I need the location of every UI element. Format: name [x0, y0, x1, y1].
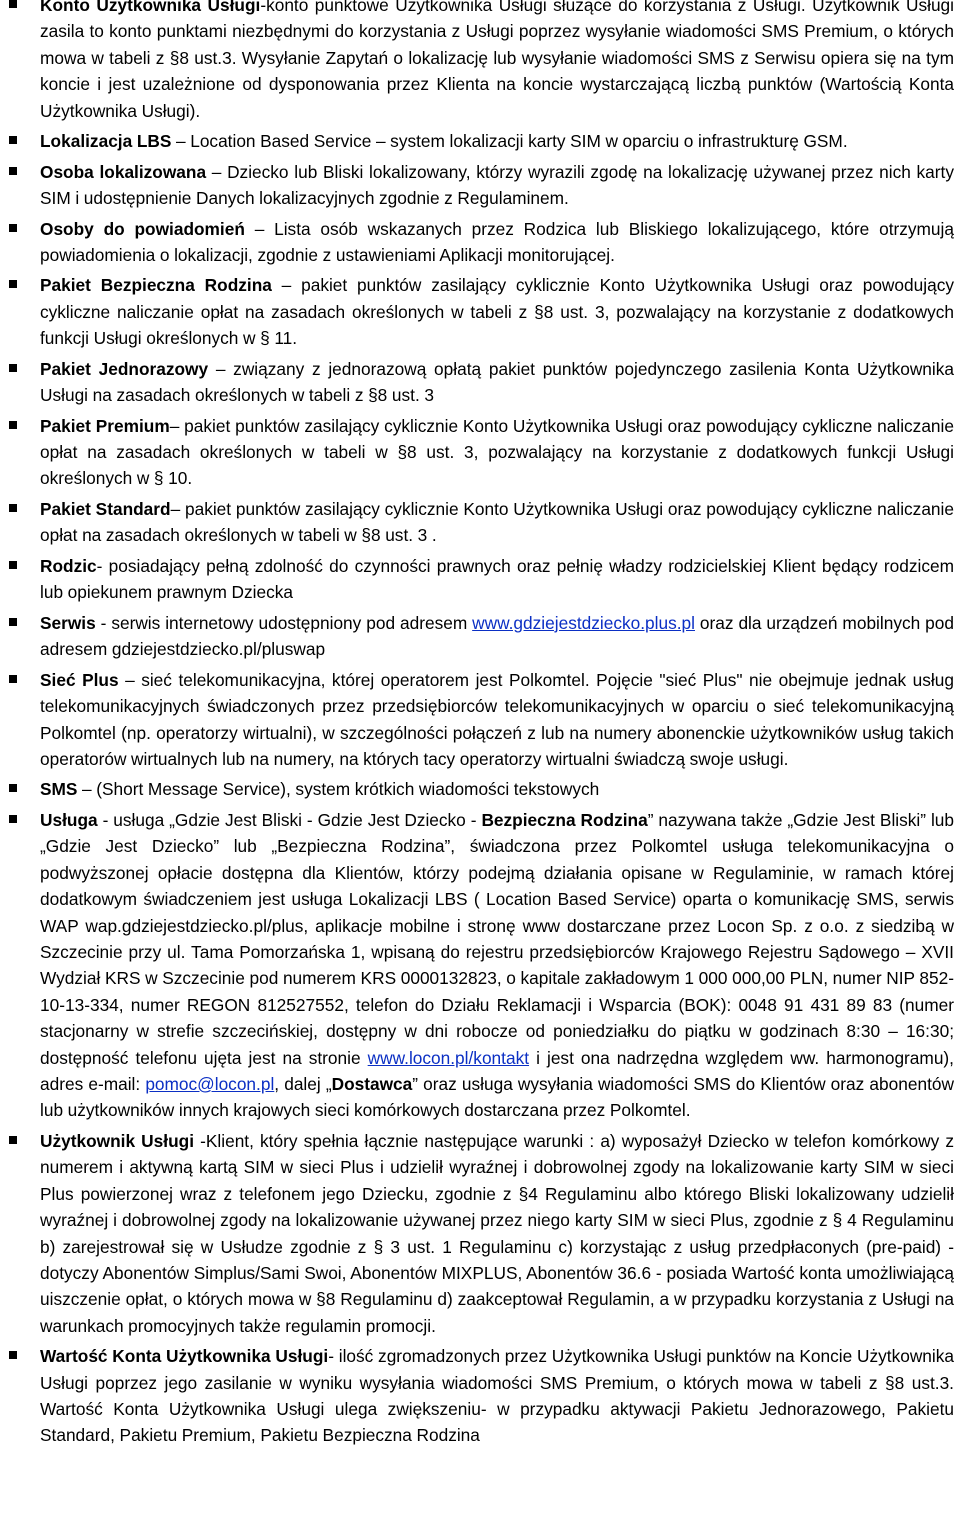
bold-phrase: Dostawca [331, 1073, 413, 1094]
definition-text: – pakiet punktów zasilający cyklicznie Konto Użytkownika Usługi oraz powodujący cykliczne naliczanie opłat na zasadach określonych w tabeli z §8 ust. 3, pozwalający na korzystanie z dodatkowych funkcji Usługi określonych w § 11. [40, 275, 954, 349]
definition-text: , dalej „ [274, 1073, 332, 1094]
definitions-list [8, 0, 954, 1449]
definition-pakiet-standard [8, 496, 954, 549]
definition-term: SMS [40, 779, 78, 800]
definition-text: - usługa „Gdzie Jest Bliski - Gdzie Jest Dziecko - [97, 809, 482, 830]
definition-term: Rodzic [40, 555, 97, 576]
square-bullet-icon [9, 421, 17, 429]
square-bullet-icon [9, 815, 17, 823]
definition-text: ” nazywana także „Gdzie Jest Bliski” lub „Gdzie Jest Dziecko” lub „Bezpieczna Rodzina”, świadczona przez Polkomtel usługa telekomunikacyjna o podwyższonej opłacie dostępna dla Klientów, którzy podejmą działania opisane w Regulaminie, w ramach której dodatkowym świadczeniem jest usługa Lokalizacji LBS ( Location Based Service) oparta o komunikację SMS, serwis WAP wap.gdziejestdziecko.pl/plus, aplikacje mobilne i stronę www dostarczane przez Locon Sp. z o.o. z siedzibą w Szczecinie przy ul. Tama Pomorzańska 1, wpisaną do rejestru przedsiębiorców Krajowego Rejestru Sądowego – XVII Wydział KRS w Szczecinie pod numerem KRS 0000132823, o kapitale zakładowym 1 000 000,00 PLN, numer NIP 852-10-13-334, numer REGON 812527552, telefon do Działu Reklamacji i Wsparcia (BOK): 0048 91 431 89 83 (numer stacjonarny w strefie szczecińskiej, dostępny w dni robocze od poniedziałku do piątku w godzinach 8:30 – 16:30; dostępność telefonu ujęta jest na stronie [40, 809, 955, 1068]
square-bullet-icon [9, 1351, 17, 1359]
definition-term: Serwis [40, 612, 96, 633]
definition-text: - ilość zgromadzonych przez Użytkownika Usługi punktów na Koncie Użytkownika Usługi poprzez jego zasilanie w wyniku wysyłania wiadomości SMS Premium, o których mowa w tabeli z §8 ust.3. Wartość Konta Użytkownika Usługi ulega zwiększeniu- w przypadku aktywacji Pakietu Jednorazowego, Pakietu Standard, Pakietu Premium, Pakietu Bezpieczna Rodzina [40, 1346, 954, 1446]
definition-usluga [8, 807, 954, 1124]
definition-text: -konto punktowe Użytkownika Usługi służące do korzystania z Usługi. Użytkownik Usługi zasila to konto punktami niezbędnymi do korzystania z Usługi poprzez wysyłanie wiadomości SMS Premium, o których mowa w tabeli z §8 ust.3. Wysyłanie Zapytań o lokalizację lub wysyłanie wiadomości SMS z Serwisu opiera się na tym koncie i jest uzależnione od dysponowania przez Klienta na koncie wystarczającą liczbą punktów (Wartością Konta Użytkownika Usługi). [40, 0, 955, 121]
definition-sms [8, 776, 954, 802]
square-bullet-icon [9, 1136, 17, 1144]
square-bullet-icon [9, 784, 17, 792]
definition-siec-plus [8, 667, 954, 773]
square-bullet-icon [9, 0, 17, 8]
square-bullet-icon [9, 561, 17, 569]
definition-term: Pakiet Jednorazowy [40, 358, 209, 379]
definition-term: Osoby do powiadomień [40, 218, 245, 239]
definition-konto-uzytkownika-uslugi [8, 0, 954, 124]
definition-text: ” oraz usługa wysyłania wiadomości SMS do Klientów oraz abonentów lub użytkowników innych krajowych sieci komórkowych dostarczana przez Polkomtel. [40, 1073, 954, 1121]
bold-phrase: Bezpieczna Rodzina [481, 809, 648, 830]
definition-term: Sieć Plus [40, 669, 119, 690]
definition-text: – Location Based Service – system lokalizacji karty SIM w oparciu o infrastrukturę GSM. [171, 131, 848, 152]
square-bullet-icon [9, 224, 17, 232]
definition-text: – sieć telekomunikacyjna, której operatorem jest Polkomtel. Pojęcie "sieć Plus" nie obejmuje jednak usług telekomunikacyjnych świadczonych przez przedsiębiorców telekomunikacyjnych w oparciu o sieć telekomunikacyjną Polkomtel (np. operatorzy wirtualni), w szczególności połączeń z lub na numery abonenckie użytkowników usług takich operatorów wirtualnych lub na numery, na których tacy operatorzy wirtualni świadczą swoje usługi. [40, 669, 954, 769]
locon-contact-link[interactable]: www.locon.pl/kontakt [367, 1047, 530, 1068]
definition-lokalizacja-lbs [8, 128, 954, 154]
definition-text: i jest ona nadrzędna względem ww. harmonogramu), adres e-mail: [40, 1047, 954, 1094]
definition-uzytkownik-uslugi [8, 1128, 954, 1339]
definition-osoby-do-powiadomien [8, 216, 954, 269]
square-bullet-icon [9, 280, 17, 288]
definition-text: – Dziecko lub Bliski lokalizowany, którzy wyrazili zgodę na lokalizację używanej przez nich karty SIM i udostępnienie Danych lokalizacyjnych zgodnie z Regulaminem. [40, 161, 954, 209]
square-bullet-icon [9, 136, 17, 144]
serwis-url-link[interactable]: www.gdziejestdziecko.plus.pl [472, 612, 695, 633]
definition-osoba-lokalizowana [8, 159, 954, 212]
square-bullet-icon [9, 675, 17, 683]
definition-term: Lokalizacja LBS [40, 131, 172, 152]
square-bullet-icon [9, 167, 17, 175]
square-bullet-icon [9, 618, 17, 626]
definition-text: – pakiet punktów zasilający cyklicznie Konto Użytkownika Usługi oraz powodujący cykliczne naliczanie opłat na zasadach określonych w tabeli w §8 ust. 3 . [40, 498, 954, 546]
definition-text: - serwis internetowy udostępniony pod adresem [95, 612, 473, 633]
definition-text: oraz dla urządzeń mobilnych pod adresem gdziejestdziecko.pl/pluswap [40, 612, 954, 660]
definition-text: – pakiet punktów zasilający cyklicznie Konto Użytkownika Usługi oraz powodujący cykliczne naliczanie opłat na zasadach określonych w tabeli w §8 ust. 3, pozwalający na korzystanie z dodatkowych funkcji Usługi określonych w § 10. [40, 415, 954, 489]
definition-term: Osoba lokalizowana [40, 161, 207, 182]
definition-term: Usługa [40, 809, 98, 830]
definition-text: – (Short Message Service), system krótkich wiadomości tekstowych [77, 779, 600, 800]
square-bullet-icon [9, 504, 17, 512]
definition-term: Pakiet Standard [40, 498, 171, 519]
square-bullet-icon [9, 364, 17, 372]
definition-term: Pakiet Bezpieczna Rodzina [40, 275, 272, 296]
definition-term: Pakiet Premium [40, 415, 170, 436]
email-link[interactable]: pomoc@locon.pl [145, 1073, 275, 1094]
definition-pakiet-premium [8, 413, 954, 492]
definition-term: Użytkownik Usługi [40, 1130, 194, 1151]
definition-text: -Klient, który spełnia łącznie następujące warunki : a) wyposażył Dziecko w telefon komórkowy z numerem i aktywną kartą SIM w sieci Plus i udzielił wyraźnej i dobrowolnej zgody na lokalizowanie karty SIM w sieci Plus powierzonej wraz z telefonem jego Dziecku, zgodnie z §4 Regulaminu albo którego Bliski lokalizowany udzielił wyraźnej i dobrowolnej zgody na lokalizowanie używanej przez niego karty SIM w sieci Plus, zgodnie z § 4 Regulaminu b) zarejestrował się w Usłudze zgodnie z § 3 ust. 1 Regulaminu c) korzystając z usług przedpłaconych (pre-paid) -dotyczy Abonentów Simplus/Sami Swoi, Abonentów MIXPLUS, Abonentów 36.6 - posiada Wartość konta umożliwiającą uiszczenie opłat, o których mowa w §8 Regulaminu d) zaakceptował Regulamin, a w przypadku korzystania z Usługi na warunkach promocyjnych także regulamin promocji. [40, 1130, 954, 1336]
definition-wartosc-konta [8, 1343, 954, 1449]
definition-term: Wartość Konta Użytkownika Usługi [40, 1346, 329, 1367]
definition-pakiet-bezpieczna-rodzina [8, 272, 954, 351]
definition-text: - posiadający pełną zdolność do czynności prawnych oraz pełnię władzy rodzicielskiej Klient będący rodzicem lub opiekunem prawnym Dziecka [40, 555, 954, 603]
definition-text: – związany z jednorazową opłatą pakiet punktów pojedynczego zasilenia Konta Użytkownika Usługi na zasadach określonych w tabeli z §8 ust. 3 [40, 358, 955, 406]
definition-term: Konto Użytkownika Usługi [40, 0, 261, 15]
definition-serwis [8, 610, 954, 663]
definition-text: – Lista osób wskazanych przez Rodzica lub Bliskiego lokalizującego, które otrzymują powiadomienia o lokalizacji, zgodnie z ustawieniami Aplikacji monitorującej. [40, 218, 954, 265]
definition-pakiet-jednorazowy [8, 356, 954, 409]
definition-rodzic [8, 553, 954, 606]
